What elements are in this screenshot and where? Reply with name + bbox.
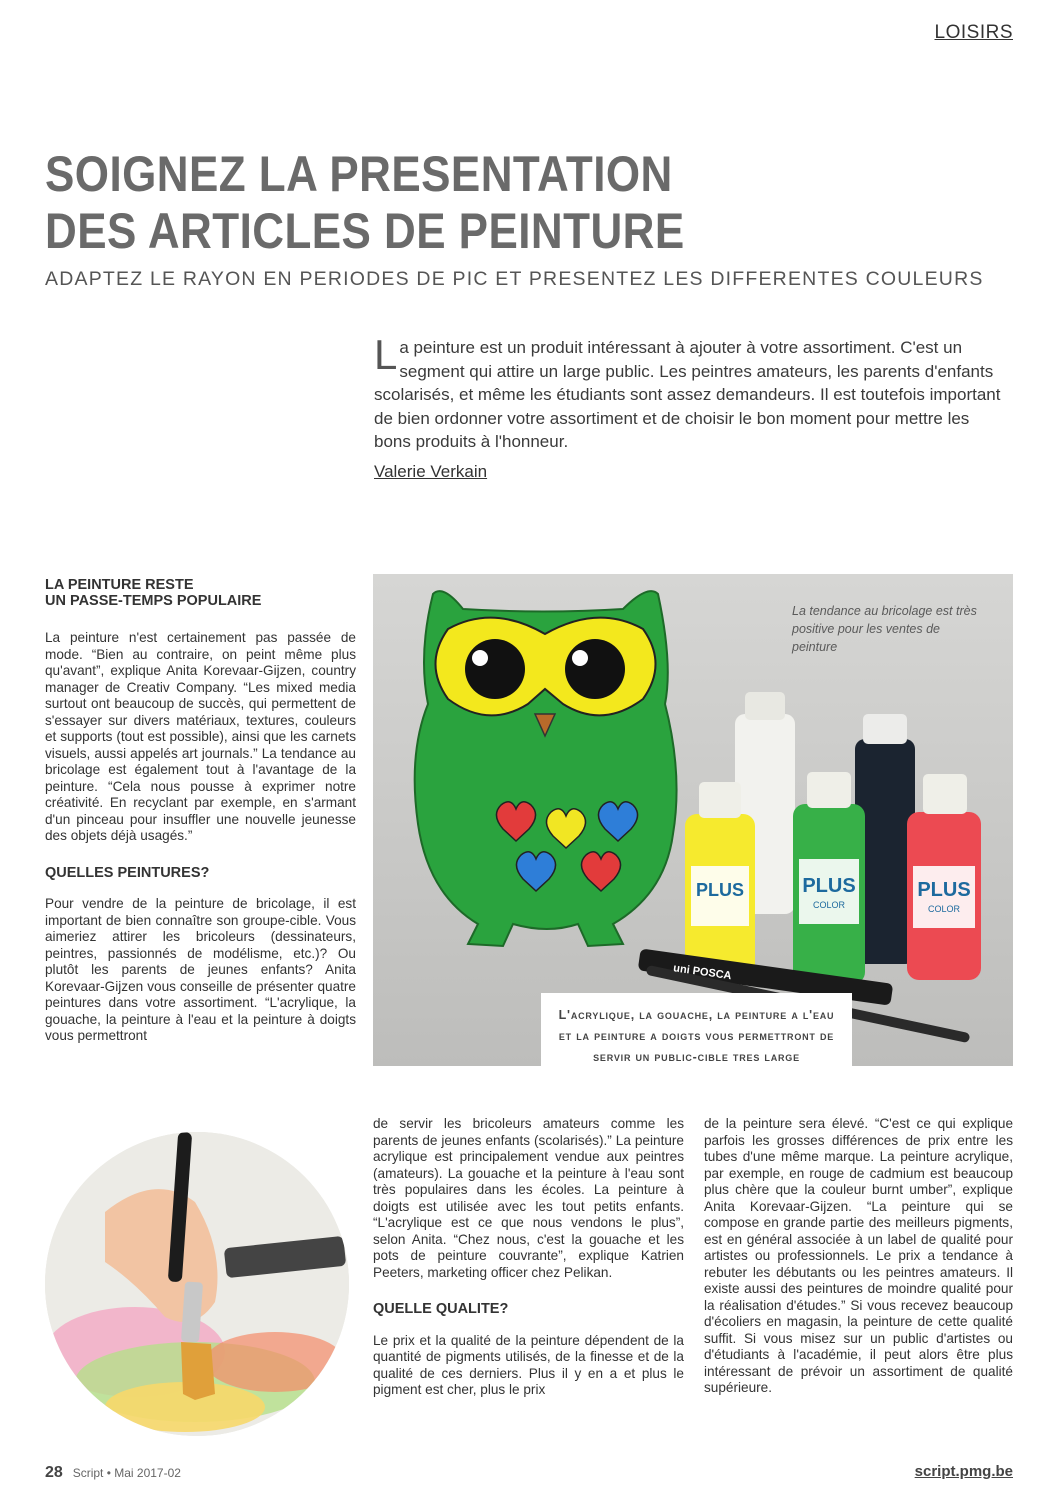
section-heading-1-line-2: UN PASSE-TEMPS POPULAIRE <box>45 592 262 609</box>
section-heading-1 <box>45 578 356 609</box>
hand-with-brush-illustration <box>45 1132 349 1436</box>
publication-info: Script • Mai 2017-02 <box>72 1466 181 1480</box>
section-label: LOISIRS <box>934 22 1013 43</box>
svg-text:PLUS: PLUS <box>802 875 856 897</box>
svg-text:PLUS: PLUS <box>917 879 971 901</box>
column-1 <box>45 578 356 1045</box>
drop-cap: L <box>374 331 398 378</box>
section-2-body-a: Pour vendre de la peinture de bricolage, il est important de bien connaître son groupe-cible. Vous aimeriez attirer les bricoleurs (dessinateurs, peintres, passionnés de modélisme, etc.)? Ou plutôt les parents de jeunes enfants? Anita Korevaar-Gijzen vous conseille de présenter quatre peintures dans votre assortiment. “L'acrylique, la gouache, la peinture à l'eau et la peinture à doigts vous permettront <box>45 896 356 1043</box>
svg-text:COLOR: COLOR <box>927 904 961 914</box>
svg-text:PLUS: PLUS <box>695 880 745 900</box>
title-line-1: SOIGNEZ LA PRESENTATION <box>45 146 673 202</box>
footer-left <box>45 1464 181 1482</box>
section-3-body-b: de la peinture sera élevé. “C'est ce qui explique parfois les grosses différences de prix entre les tubes d'une même marque. La peinture acrylique, par exemple, en rouge de cadmium est beaucoup plus chère que la couleur burnt umber”, explique Anita Korevaar-Gijzen. “La peinture qui se compose en grande partie des meilleurs pigments, est en général associée à un label de qualité pour artistes ou professionnels. Le prix a tendance à rebuter les débutants ou les peintres amateurs. Il existe aussi des peintures de moindre qualité pour la réalisation d'études.” Si vous recevez beaucoup d'écoliers en magasin, la peinture de cette qualité suffit. Si vous misez sur un public d'artistes ou d'étudiants à l'académie, il peut alors être plus intéressant de prévoir un assortiment de qualité supérieure. <box>704 1116 1013 1395</box>
column-3 <box>704 1116 1013 1397</box>
photo-caption: La tendance au bricolage est très positive pour les ventes de peinture <box>792 604 977 654</box>
section-heading-2: QUELLES PEINTURES? <box>45 864 210 881</box>
article-subtitle: ADAPTEZ LE RAYON EN PERIODES DE PIC ET PRESENTEZ LES DIFFERENTES COULEURS <box>45 268 984 290</box>
section-heading-3: QUELLE QUALITE? <box>373 1301 509 1317</box>
svg-text:COLOR: COLOR <box>812 900 846 910</box>
column-2 <box>373 1116 684 1399</box>
title-line-2: DES ARTICLES DE PEINTURE <box>45 203 685 259</box>
intro-text: a peinture est un produit intéressant à ajouter à votre assortiment. C'est un segment qui attire un large public. Les peintres amateurs, les parents d'enfants scolarisés, et même les étudiants sont assez demandeurs. Il est toutefois important de bien ordonner votre assortiment et de choisir le bon moment pour mettre les bons produits à l'honneur. <box>374 338 1001 451</box>
pull-quote: L'acrylique, la gouache, la peinture a l'eau et la peinture a doigts vous permettront de servir un public-cible tres large <box>541 993 852 1093</box>
page-number: 28 <box>45 1464 63 1481</box>
section-1-body: La peinture n'est certainement pas passée de mode. “Bien au contraire, on peint même plus qu'avant”, explique Anita Korevaar-Gijzen, country manager de Creativ Company. “Les mixed media surtout ont beaucoup de succès, qui permettent de s'essayer sur divers matériaux, textures, couleurs et supports (tout est possible), ainsi que les carnets visuels, aussi appelés art journals.” La tendance au bricolage est également tout à l'avantage de la peinture. “Cela nous pousse à exprimer notre créativité. En recyclant par exemple, en s'armant d'un pinceau pour insuffler une nouvelle jeunesse des objets déjà usagés.” <box>45 630 356 843</box>
section-2-body-b: de servir les bricoleurs amateurs comme les parents de jeunes enfants (scolarisés).” La peinture acrylique est principalement vendue aux peintres (amateurs). La gouache et la peinture à l'eau sont très populaires dans les écoles. La peinture à doigts est utilisée avec les tout petits enfants. “L'acrylique est ce que nous vendons le plus”, selon Anita. “Chez nous, c'est la gouache et les pots de peinture couvrante”, explique Katrien Peeters, marketing officer chez Pelikan. <box>373 1116 684 1280</box>
owl-figure <box>415 591 677 946</box>
svg-text:uni POSCA: uni POSCA <box>672 962 733 983</box>
painting-hand-photo <box>45 1132 349 1436</box>
author-byline[interactable]: Valerie Verkain <box>374 462 488 481</box>
section-3-body-a: Le prix et la qualité de la peinture dépendent de la quantité de pigments utilisés, de la finesse et de la qualité de ces derniers. Plus il y en a et plus le pigment est cher, plus le prix <box>373 1332 684 1397</box>
article-title <box>45 146 837 260</box>
website-link[interactable]: script.pmg.be <box>914 1463 1013 1480</box>
section-heading-1-line-1: LA PEINTURE RESTE <box>45 577 194 593</box>
intro-paragraph <box>374 331 1002 454</box>
